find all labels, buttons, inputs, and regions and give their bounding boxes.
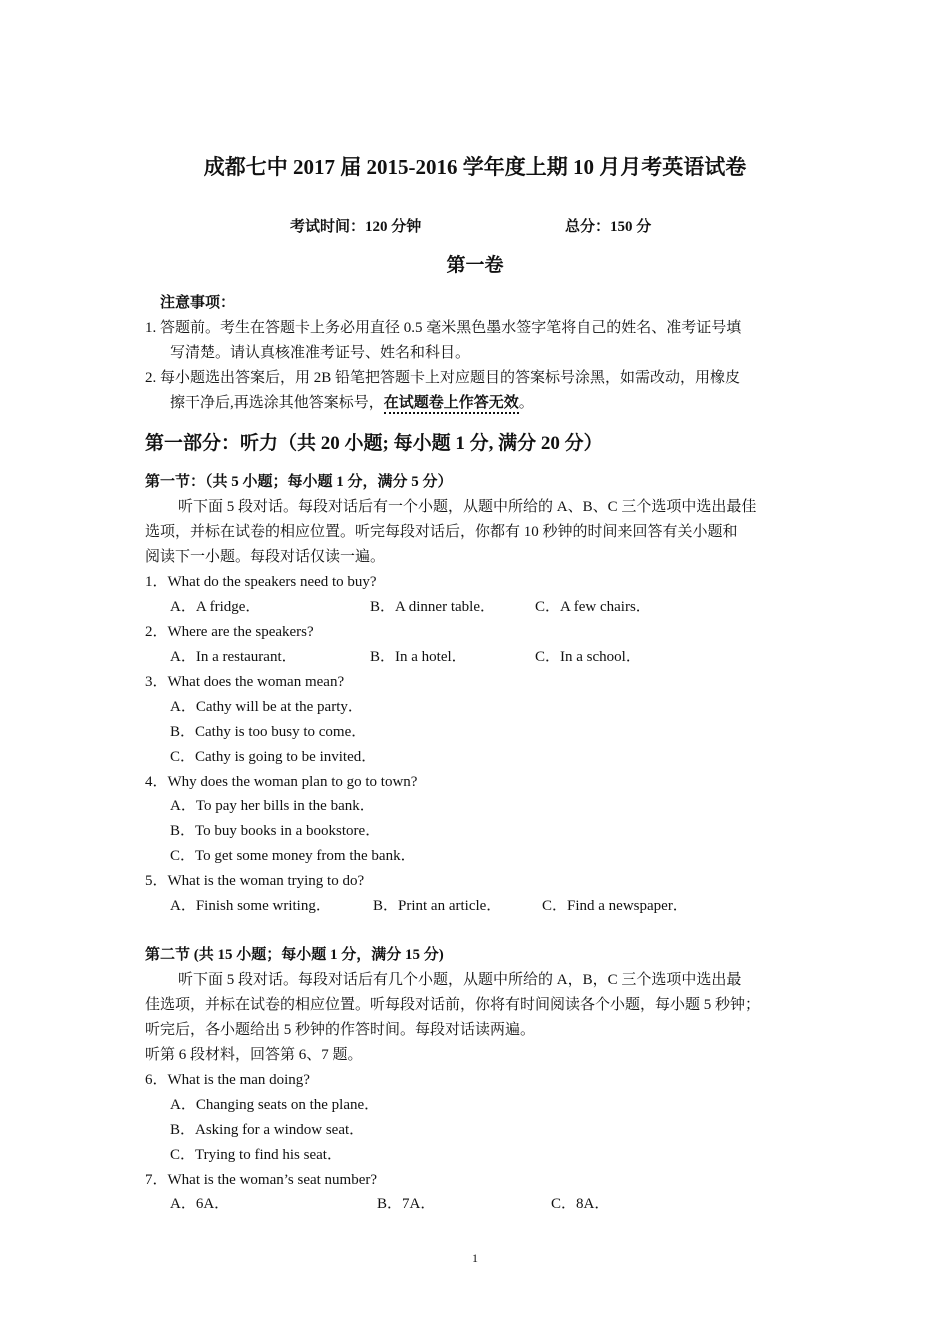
total-score: 总分：150 分: [565, 219, 652, 235]
material-6-note: 听第 6 段材料，回答第 6、7 题。: [145, 1047, 363, 1063]
notes-heading: 注意事项：: [160, 295, 236, 311]
question-3-option-b: B．Cathy is too busy to come．: [170, 724, 367, 740]
exam-time: 考试时间：120 分钟: [290, 219, 422, 235]
section-1-heading: 第一节：（共 5 小题；每小题 1 分，满分 5 分）: [145, 474, 453, 490]
question-1-stem: 1．What do the speakers need to buy?: [145, 574, 377, 590]
note-2-line-1: 2. 每小题选出答案后，用 2B 铅笔把答题卡上对应题目的答案标号涂黑，如需改动，用橡皮: [145, 370, 741, 386]
question-3-option-c: C．Cathy is going to be invited．: [170, 749, 377, 765]
section-2-instruction-2: 佳选项，并标在试卷的相应位置。听每段对话前，你将有时间阅读各个小题，每小题 5 秒钟；: [145, 997, 761, 1013]
note-2-prefix: 擦干净后,再选涂其他答案标号，: [170, 395, 384, 411]
section-1-instruction-1: 听下面 5 段对话。每段对话后有一个小题，从题中所给的 A、B、C 三个选项中选出最佳: [178, 499, 757, 515]
section-1-instruction-2: 选项，并标在试卷的相应位置。听完每段对话后，你都有 10 秒钟的时间来回答有关小题和: [145, 524, 738, 540]
question-5-option-a: A．Finish some writing．: [170, 898, 331, 914]
question-7-option-c: C．8A．: [551, 1196, 610, 1212]
question-7-option-a: A．6A．: [170, 1196, 230, 1212]
note-2-emphasis: 在试题卷上作答无效: [384, 395, 519, 414]
question-2-stem: 2．Where are the speakers?: [145, 624, 314, 640]
question-2-option-a: A．In a restaurant．: [170, 649, 297, 665]
question-2-option-c: C．In a school．: [535, 649, 641, 665]
question-6-option-b: B．Asking for a window seat．: [170, 1122, 365, 1138]
question-4-option-c: C．To get some money from the bank．: [170, 848, 416, 864]
note-1-line-2: 写清楚。请认真核准准考证号、姓名和科目。: [170, 345, 471, 361]
part-1-heading: 第一部分：听力（共 20 小题; 每小题 1 分, 满分 20 分）: [145, 433, 603, 454]
exam-title: 成都七中 2017 届 2015-2016 学年度上期 10 月月考英语试卷: [203, 155, 747, 179]
note-2-suffix: 。: [518, 395, 534, 411]
question-4-stem: 4．Why does the woman plan to go to town?: [145, 774, 418, 790]
note-1-line-1: 1. 答题前。考生在答题卡上务必用直径 0.5 毫米黑色墨水签字笔将自己的姓名、准考证号填: [145, 320, 742, 336]
note-2-line-2: [170, 393, 534, 413]
section-2-heading: 第二节 (共 15 小题；每小题 1 分，满分 15 分): [145, 947, 444, 963]
question-3-stem: 3．What does the woman mean?: [145, 674, 345, 690]
question-4-option-b: B．To buy books in a bookstore．: [170, 823, 381, 839]
question-1-option-b: B．A dinner table．: [370, 599, 495, 615]
question-7-stem: 7．What is the woman’s seat number?: [145, 1172, 378, 1188]
section-2-instruction-1: 听下面 5 段对话。每段对话后有几个小题，从题中所给的 A，B，C 三个选项中选出最: [178, 972, 742, 988]
question-5-option-b: B．Print an article．: [373, 898, 502, 914]
question-5-stem: 5．What is the woman trying to do?: [145, 873, 365, 889]
question-4-option-a: A．To pay her bills in the bank．: [170, 798, 375, 814]
question-1-option-a: A．A fridge．: [170, 599, 261, 615]
section-1-instruction-3: 阅读下一小题。每段对话仅读一遍。: [145, 549, 386, 565]
section-2-instruction-3: 听完后，各小题给出 5 秒钟的作答时间。每段对话读两遍。: [145, 1022, 536, 1038]
question-3-option-a: A．Cathy will be at the party．: [170, 699, 363, 715]
question-6-stem: 6．What is the man doing?: [145, 1072, 310, 1088]
question-5-option-c: C．Find a newspaper．: [542, 898, 688, 914]
question-6-option-c: C．Trying to find his seat．: [170, 1147, 342, 1163]
volume-heading: 第一卷: [446, 255, 504, 276]
question-6-option-a: A．Changing seats on the plane．: [170, 1097, 380, 1113]
page-number: 1: [472, 1251, 478, 1265]
question-2-option-b: B．In a hotel．: [370, 649, 467, 665]
question-7-option-b: B．7A．: [377, 1196, 436, 1212]
question-1-option-c: C．A few chairs．: [535, 599, 651, 615]
